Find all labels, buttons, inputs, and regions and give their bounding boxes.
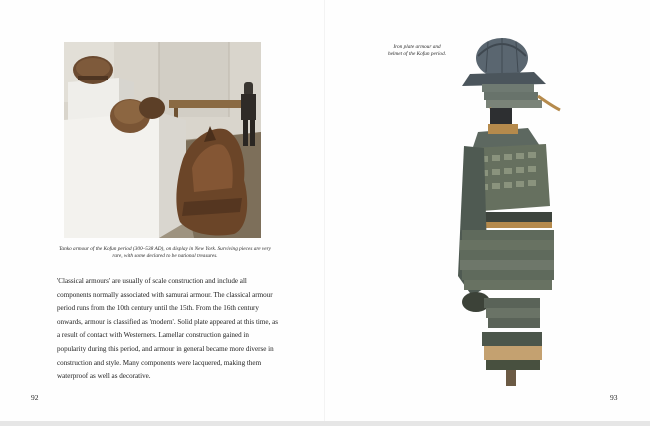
photo-caption: Tanko armour of the Kofun period (300–538 AD), on display in New York. Surviving pieces are very rare, with some declared to be national treasures. [58,246,272,259]
samurai-armour-image [448,36,566,386]
samurai-armour-illustration [448,36,566,386]
body-paragraph: 'Classical armours' are usually of scale construction and include all components normally associated with samurai armour. The classical armour period runs from the 10th century until the 15th. From the 16th century onwards, armour is classified as 'modern'. Solid plate appeared at this time, as a result of contact with Westerners. Lamellar construction gained in popularity during this period, and armour in general became more diverse in construction and style. Many components were lacquered, making them waterproof as well as decorative. [57,277,279,381]
page-number-left: 92 [31,393,39,402]
page-bottom-edge [0,421,650,426]
museum-display-illustration [64,42,261,238]
page-number-right: 93 [610,393,618,402]
museum-display-photo [64,42,261,238]
armour-caption: Iron plate armour and helmet of the Kofun period. [387,44,447,57]
